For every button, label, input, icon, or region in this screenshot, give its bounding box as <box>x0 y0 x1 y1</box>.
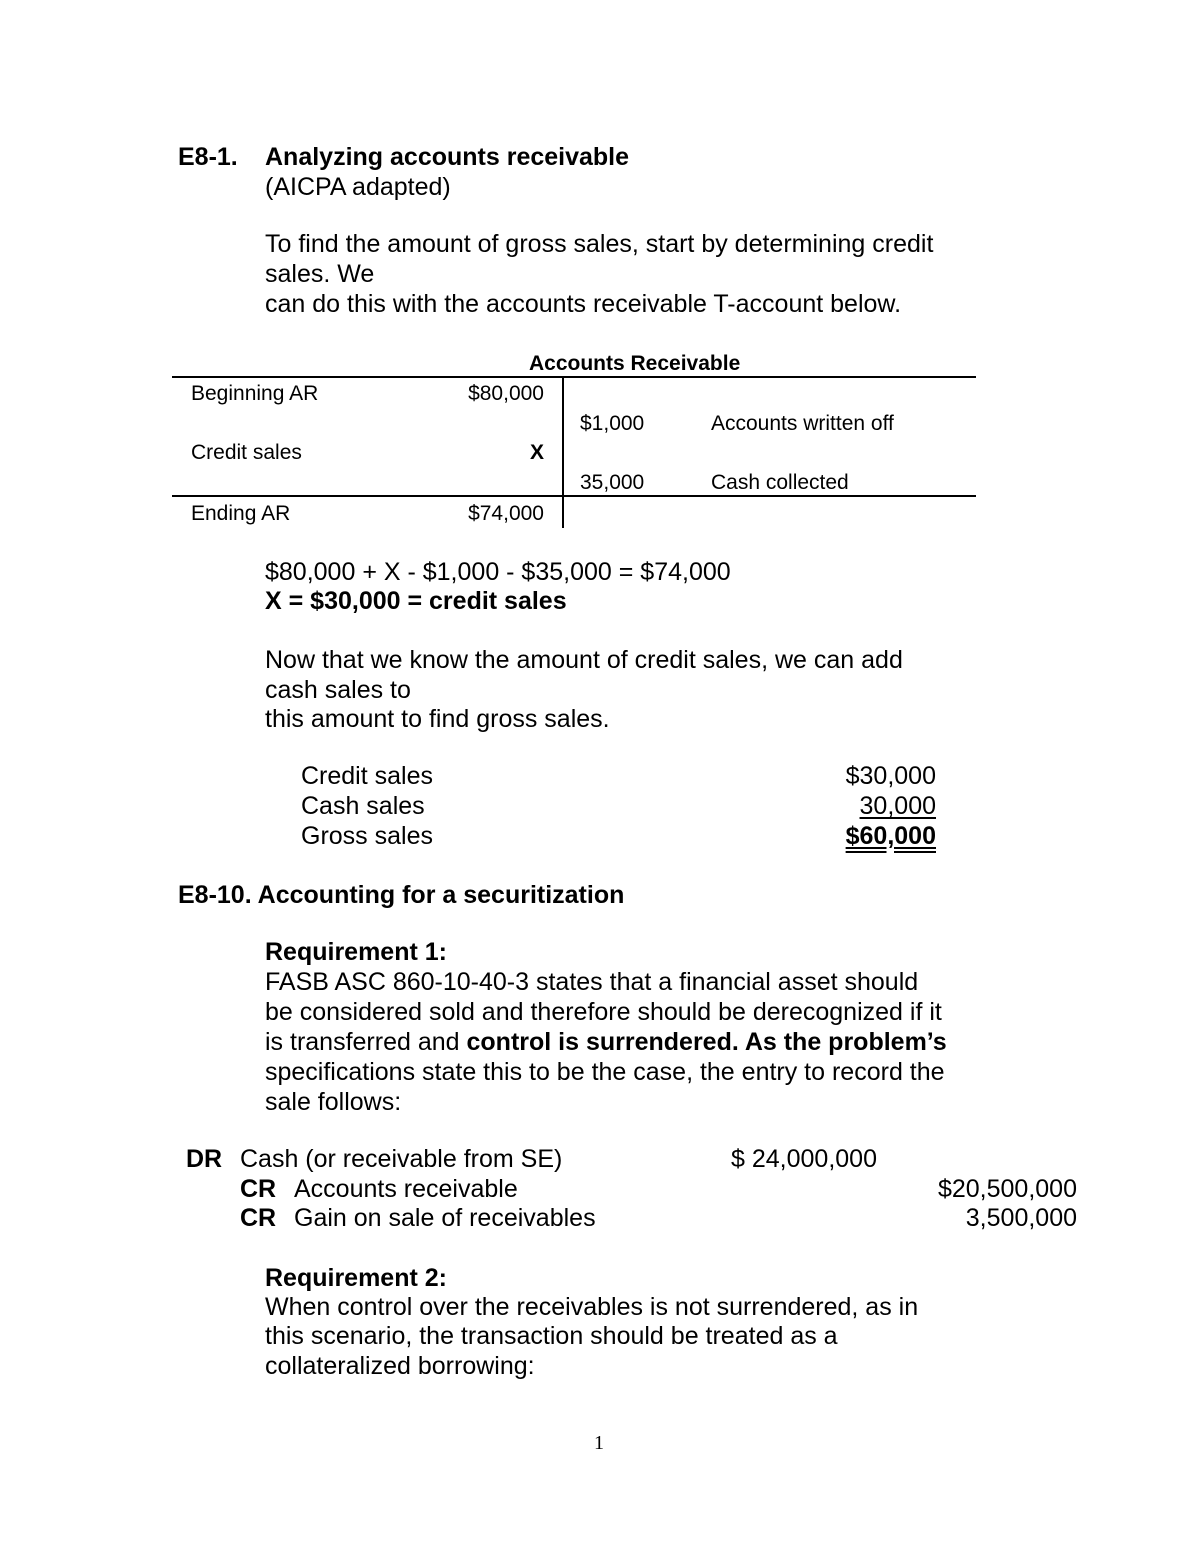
requirement-line: this scenario, the transaction should be treated as a <box>265 1322 838 1350</box>
journal-tag: DR <box>186 1145 223 1173</box>
exercise-title: Analyzing accounts receivable <box>265 143 630 171</box>
t-account-title: Accounts Receivable <box>529 352 741 375</box>
summary-total-cell <box>780 821 936 851</box>
t-account-divider <box>562 376 564 528</box>
exercise-number: E8-1. <box>178 143 238 171</box>
credit-sales-value: X <box>529 441 544 464</box>
journal-account: Gain on sale of receivables <box>294 1204 596 1232</box>
cash-collected-label: Cash collected <box>711 471 849 494</box>
summary-value-cell <box>780 791 936 821</box>
requirement-line: When control over the receivables is not surrendered, as in <box>265 1293 919 1321</box>
requirement-text: . As the problem’s <box>731 1028 947 1056</box>
journal-credit: $20,500,000 <box>937 1175 1077 1203</box>
credit-sales-label: Credit sales <box>191 441 302 464</box>
exercise-title: E8-10. Accounting for a securitization <box>178 881 625 909</box>
summary-total: $60,000 <box>845 822 936 850</box>
intro-line: can do this with the accounts receivable T-account below. <box>265 290 902 318</box>
intro-line: To find the amount of gross sales, start by determining credit <box>265 230 934 258</box>
cash-collected-value: 35,000 <box>580 471 645 494</box>
paragraph-line: Now that we know the amount of credit sales, we can add <box>265 646 903 674</box>
writeoff-label: Accounts written off <box>711 412 894 435</box>
requirement-text: is transferred and <box>265 1028 467 1056</box>
journal-tag: CR <box>240 1175 277 1203</box>
requirement-heading: Requirement 2: <box>265 1264 447 1292</box>
requirement-line: be considered sold and therefore should be derecognized if it <box>265 998 942 1026</box>
beginning-ar-value: $80,000 <box>468 382 544 405</box>
beginning-ar-label: Beginning AR <box>191 382 319 405</box>
summary-label: Cash sales <box>301 792 425 820</box>
t-account-balance-rule <box>172 495 976 497</box>
summary-value: 30,000 <box>859 792 936 820</box>
requirement-line <box>265 1027 947 1057</box>
summary-value: $30,000 <box>845 762 936 790</box>
journal-account: Cash (or receivable from SE) <box>240 1145 563 1173</box>
summary-label: Gross sales <box>301 822 433 850</box>
paragraph-line: this amount to find gross sales. <box>265 705 610 733</box>
paragraph-line: cash sales to <box>265 676 411 704</box>
requirement-emphasis: control is surrendered <box>466 1028 732 1056</box>
requirement-line: sale follows: <box>265 1088 402 1116</box>
solution: X = $30,000 = credit sales <box>265 587 567 615</box>
requirement-heading: Requirement 1: <box>265 938 447 966</box>
requirement-line: FASB ASC 860-10-40-3 states that a financial asset should <box>265 968 919 996</box>
journal-tag: CR <box>240 1204 277 1232</box>
t-account-top-rule <box>172 376 976 378</box>
writeoff-value: $1,000 <box>580 412 645 435</box>
journal-credit: 3,500,000 <box>965 1204 1077 1232</box>
page-number: 1 <box>594 1432 604 1454</box>
ending-ar-label: Ending AR <box>191 502 291 525</box>
intro-line: sales. We <box>265 260 375 288</box>
ending-ar-value: $74,000 <box>468 502 544 525</box>
journal-account: Accounts receivable <box>294 1175 518 1203</box>
exercise-source: (AICPA adapted) <box>265 173 451 201</box>
summary-label: Credit sales <box>301 762 433 790</box>
journal-debit: $ 24,000,000 <box>731 1145 877 1173</box>
requirement-line: collateralized borrowing: <box>265 1352 535 1380</box>
requirement-line: specifications state this to be the case, the entry to record the <box>265 1058 945 1086</box>
equation: $80,000 + X - $1,000 - $35,000 = $74,000 <box>265 558 731 586</box>
